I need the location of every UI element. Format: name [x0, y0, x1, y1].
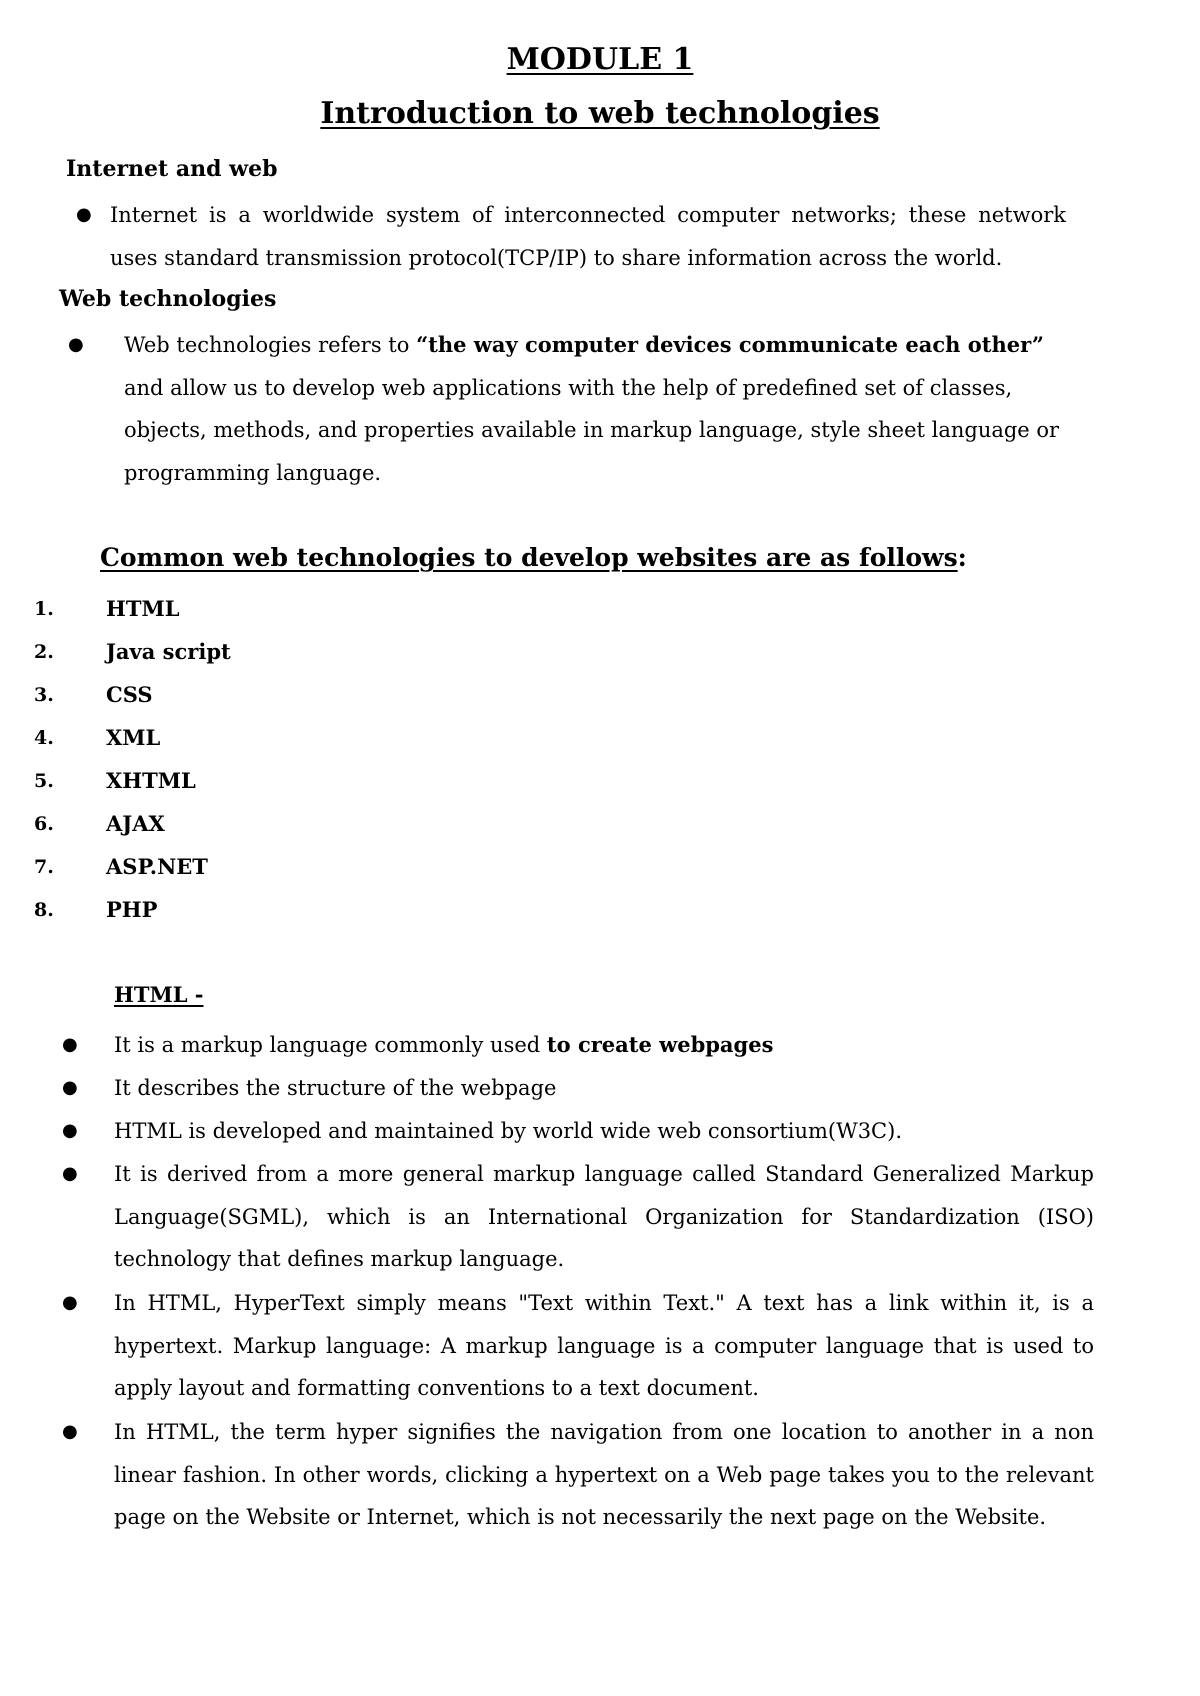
list-item: CSS — [106, 682, 153, 707]
list-item: PHP — [106, 897, 158, 922]
bullet-icon: ● — [62, 1421, 78, 1442]
html-bullet-3: HTML is developed and maintained by world wide web consortium(W3C). — [114, 1119, 902, 1143]
common-tech-heading-text: Common web technologies to develop websites are as follows — [100, 543, 958, 572]
common-tech-heading — [100, 543, 967, 572]
html-bullet-6: In HTML, the term hyper signifies the navigation from one location to another in a non linear fashion. In other words, clicking a hypertext on a Web page takes you to the relevant page on the Website or Internet, which is not necessarily the next page on the Website. — [114, 1420, 1094, 1529]
page-title: MODULE 1 — [506, 42, 694, 77]
bullet-icon: ● — [62, 1120, 78, 1141]
list-item: ASP.NET — [106, 854, 208, 879]
bullet-icon: ● — [62, 1034, 78, 1055]
list-item: XHTML — [106, 768, 196, 793]
list-item: AJAX — [106, 811, 165, 836]
internet-heading: Internet and web — [66, 156, 278, 182]
list-number: 3. — [34, 684, 54, 706]
web-tech-text-bold: “the way computer devices communicate each other” — [416, 332, 1044, 357]
internet-bullet-text: Internet is a worldwide system of interconnected computer networks; these network uses standard transmission protocol(TCP/IP) to share information across the world. — [110, 203, 1066, 270]
list-number: 4. — [34, 727, 54, 749]
html-bullet-1-bold: to create webpages — [546, 1032, 774, 1057]
bullet-icon: ● — [62, 1292, 78, 1313]
web-tech-text-end: and allow us to develop web applications with the help of predefined set of classes, objects, methods, and properties available in markup language, style sheet language or programming language. — [124, 375, 1060, 485]
html-bullet-5: In HTML, HyperText simply means "Text within Text." A text has a link within it, is a hypertext. Markup language: A markup language is a computer language that is used to apply layout and formatting conventions to a text document. — [114, 1291, 1094, 1400]
list-item: Java script — [106, 639, 231, 664]
web-tech-bullet-text — [124, 324, 1090, 494]
html-heading: HTML - — [114, 982, 204, 1007]
list-number: 5. — [34, 770, 54, 792]
html-bullet-2: It describes the structure of the webpage — [114, 1076, 557, 1100]
html-bullet-4: It is derived from a more general markup language called Standard Generalized Markup Language(SGML), which is an International Organization for Standardization (ISO) technology that defines markup language. — [114, 1162, 1094, 1271]
web-tech-heading: Web technologies — [59, 286, 277, 312]
list-number: 2. — [34, 641, 54, 663]
bullet-icon: ● — [68, 334, 84, 355]
list-number: 6. — [34, 813, 54, 835]
list-number: 7. — [34, 856, 54, 878]
bullet-icon: ● — [62, 1163, 78, 1184]
bullet-icon: ● — [62, 1077, 78, 1098]
page-subtitle: Introduction to web technologies — [320, 96, 880, 131]
bullet-icon: ● — [76, 204, 92, 225]
html-bullet-1-text: It is a markup language commonly used — [114, 1033, 547, 1057]
list-number: 1. — [34, 598, 54, 620]
web-tech-text-start: Web technologies refers to — [124, 333, 417, 357]
list-item: XML — [106, 725, 161, 750]
html-bullet-1 — [114, 1024, 1094, 1067]
list-item: HTML — [106, 596, 180, 621]
list-number: 8. — [34, 899, 54, 921]
common-tech-heading-colon: : — [957, 543, 967, 572]
